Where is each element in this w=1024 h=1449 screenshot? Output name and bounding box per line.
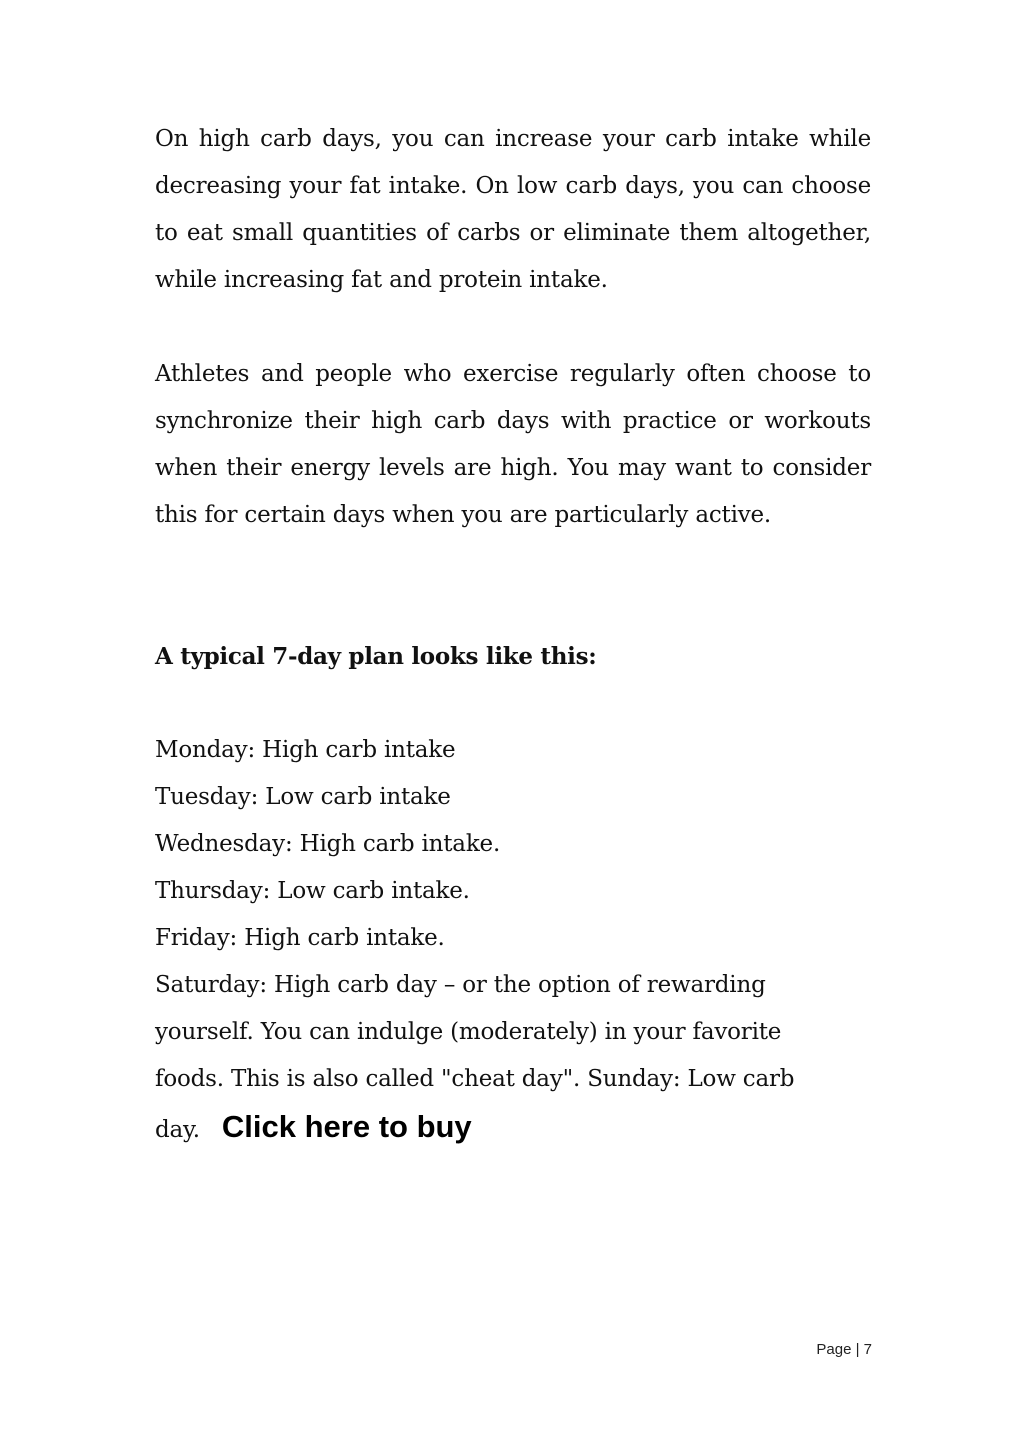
plan-item-weekend — [155, 962, 845, 1154]
buy-link[interactable]: Click here to buy — [221, 1109, 472, 1144]
paragraph-high-low-carb-days: On high carb days, you can increase your carb intake while decreasing your fat intake. On low carb days, you can choose to eat small quantities of carbs or eliminate them altogether, while increasing fat and protein intake. — [155, 126, 871, 293]
weekly-plan-list — [155, 727, 845, 1154]
page-number: Page | 7 — [816, 1341, 872, 1358]
plan-item-wednesday: Wednesday: High carb intake. — [155, 831, 501, 857]
plan-item-tuesday: Tuesday: Low carb intake — [155, 784, 451, 810]
plan-item-friday: Friday: High carb intake. — [155, 925, 445, 951]
paragraph-athletes: Athletes and people who exercise regularly often choose to synchronize their high carb days with practice or workouts when their energy levels are high. You may want to consider this for certain days when you are particularly active. — [155, 361, 871, 528]
plan-item-weekend-text: Saturday: High carb day – or the option of rewarding yourself. You can indulge (moderately) in your favorite foods. This is also called "cheat day". Sunday: Low carb day. — [155, 972, 795, 1143]
plan-item-thursday: Thursday: Low carb intake. — [155, 878, 470, 904]
plan-item-monday: Monday: High carb intake — [155, 737, 456, 763]
plan-heading: A typical 7-day plan looks like this: — [155, 643, 597, 670]
